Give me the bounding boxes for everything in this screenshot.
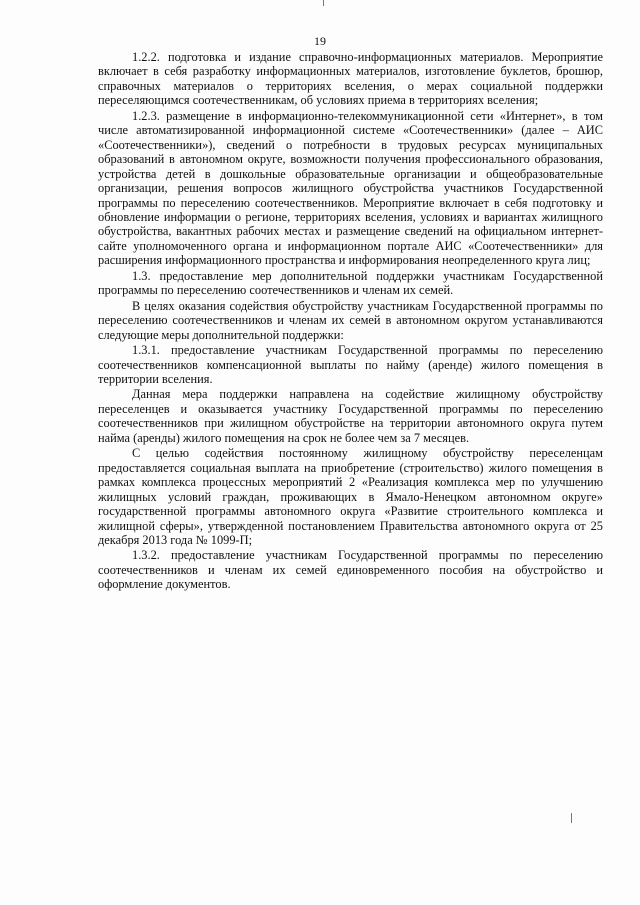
paragraph-1-2-3: 1.2.3. размещение в информационно-телекоммуникационной сети «Интернет», в том числе автоматизированной информационной системе «Соотечественники» (далее – АИС «Соотечественники»), сведений о потребности в трудовых ресурсах муниципальных образований в автономном округе, возможности получения профессионального образования, устройства детей в дошкольные образовательные организации и общеобразовательные организации, решения вопросов жилищного обустройства участников Государственной программы по переселению соотечественников. Мероприятие включает в себя подготовку и обновление информации о регионе, территориях вселения, условиях и вариантах жилищного обустройства, вакантных рабочих местах и размещение сведений на официальном интернет-сайте уполномоченного органа и информационном портале АИС «Соотечественники» для расширения информационного пространства и информирования неопределенного круга лиц; [98,108,603,268]
scan-artifact-top [323,0,324,6]
paragraph-1-3: 1.3. предоставление мер дополнительной поддержки участникам Государственной программы по переселению соотечественников и членам их семей. [98,268,603,298]
paragraph-1-3-1: 1.3.1. предоставление участникам Государственной программы по переселению соотечественников компенсационной выплаты по найму (аренде) жилого помещения в территории вселения. [98,343,603,386]
paragraph-1-3-2: 1.3.2. предоставление участникам Государственной программы по переселению соотечественников и членам их семей единовременного пособия на обустройство и оформление документов. [98,548,603,592]
paragraph-support-measures-intro: В целях оказания содействия обустройству участникам Государственной программы по переселению соотечественников и членам их семей в автономном округом устанавливаются следующие меры дополнительной поддержки: [98,298,603,342]
paragraph-social-payment: С целью содействия постоянному жилищному обустройству переселенцам предоставляется социальная выплата на приобретение (строительство) жилого помещения в рамках комплекса процессных мероприятий 2 «Реализация комплекса мер по улучшению жилищных условий граждан, проживающих в Ямало-Ненецком автономном округе» государственной программы автономного округа «Развитие строительного комплекса и жилищной сферы», утвержденной постановлением Правительства автономного округа от 25 декабря 2013 года № 1099-П; [98,446,603,547]
page-number: 19 [314,34,326,48]
paragraph-support-measure-details: Данная мера поддержки направлена на содействие жилищному обустройству переселенцев и оказывается участнику Государственной программы по переселению соотечественников при жилищном обустройстве на территории автономного округа путем найма (аренды) жилого помещения на срок не более чем за 7 месяцев. [98,387,603,445]
paragraph-1-2-2: 1.2.2. подготовка и издание справочно-информационных материалов. Мероприятие включает в себя разработку информационных материалов, изготовление буклетов, брошюр, справочных материалов о территориях вселения, о мерах социальной поддержки переселяющимся соотечественникам, об условиях приема в территориях вселения; [98,50,603,108]
scan-artifact-right [571,813,572,823]
document-body [98,50,603,592]
